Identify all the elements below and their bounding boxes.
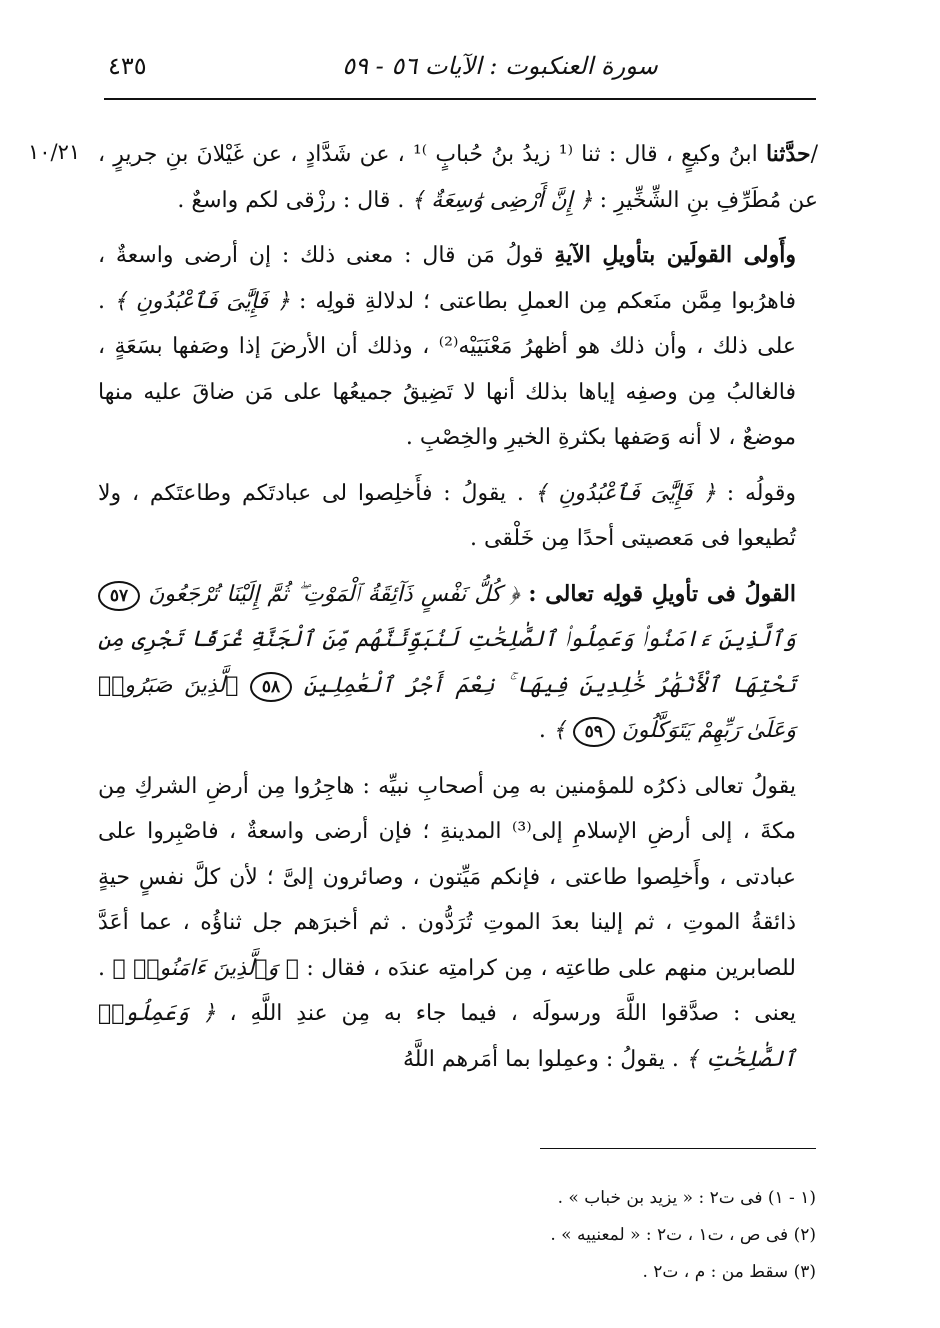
paragraph-3-tail: . يقولُ : فأَخلِصوا لى عبادتَكم وطاعتَكم ، ولا تُطيعوا فى مَعصيتى أحدًا مِن خَلْقى . xyxy=(98,480,796,551)
paragraph-4-tail: . xyxy=(538,718,553,743)
paragraph-5-text-a: يقولُ تعالى ذكرُه للمؤمنين به مِن أصحابِ نبيِّه : هاجِرُوا مِن أرضِ الشركِ مِن مكةَ ، إلى أرضِ الإسلامِ إلى⁽³⁾ المدينةِ ؛ فإن أرضى واسعةٌ ، فاصْبِروا على عبادتى ، وأَخلِصوا طاعتى ، فإنكم مَيِّتون ، وصائرون إلىَّ ؛ لأن كلَّ نفسٍ حيةٍ ذائقةُ الموتِ ، ثم إلينا بعدَ الموتِ تُرَدُّون . ثم أخبرَهم جل ثناؤُه ، عما أعَدَّ للصابرين منهم على طاعتِه ، مِن كرامتِه عندَه ، فقال : xyxy=(98,773,796,981)
paragraph-2 xyxy=(98,233,818,461)
quran-quote-end: ﴾ xyxy=(552,718,573,743)
page-marker-slash: / xyxy=(810,142,818,167)
footnote-2: (٢) فى ص ، ت١ ، ت٢ : « لمعنييه » . xyxy=(550,1225,816,1245)
paragraph-5 xyxy=(98,764,818,1083)
paragraph-5-text-b: . يعنى : صدَّقوا اللَّهَ ورسولَه ، فيما جاء به مِن عندِ اللَّهِ ، xyxy=(98,955,796,1026)
body-text xyxy=(98,132,818,1082)
page-number: ٤٣٥ xyxy=(108,52,147,80)
quran-quote: ﴿ وَٱلَّذِينَ ءَامَنُوا۟ ﴾ xyxy=(112,955,299,981)
paragraph-4 xyxy=(98,572,818,754)
quran-quote: ﴿ فَإِيَّٰىَ فَٱعْبُدُونِ ﴾ xyxy=(114,288,290,314)
paragraph-2-text: قولُ مَن قال : معنى ذلك : إن أرضى واسعةٌ ، فاهرُبوا مِمَّن منَعكم مِن العملِ بطاعتى ؛ لدلالةِ قولِه : xyxy=(98,243,796,314)
quran-quote: ﴿ كُلُّ نَفْسٍ ذَآئِقَةُ ٱلْمَوْتِ ۖ ثُمَّ إِلَيْنَا تُرْجَعُونَ xyxy=(140,581,520,607)
quran-quote: وَٱلَّذِينَ ءَامَنُوا۟ وَعَمِلُوا۟ ٱلصَّٰلِحَٰتِ لَنُبَوِّئَنَّهُم مِّنَ ٱلْجَنَّةِ غُرَفًا تَجْرِى مِن تَحْتِهَا ٱلْأَنْهَٰرُ خَٰلِدِينَ فِيهَا ۚ نِعْمَ أَجْرُ ٱلْعَٰمِلِينَ xyxy=(98,627,796,698)
quran-quote: ﴿ وَعَمِلُوا۟ ٱلصَّٰلِحَٰتِ ﴾ xyxy=(98,1001,796,1072)
paragraph-2-tail: . على ذلك ، وأن ذلك هو أظهرُ مَعْنَيَيْه⁽²⁾ ، وذلك أن الأرضَ إذا وصَفها بسَعَةٍ ، فالغالبُ مِن وصفِه إياها بذلك أنها لا تَضِيقُ جميعُها على مَن ضاقَ عليه منها موضعٌ ، لا أنه وَصَفها بكثرةِ الخيرِ والخِصْبِ . xyxy=(98,288,796,450)
paragraph-1-tail: . قال : رزْقى لكم واسعٌ . xyxy=(177,187,412,213)
quran-quote: ﴿ إِنَّ أَرْضِى وَٰسِعَةٌ ﴾ xyxy=(411,187,593,213)
paragraph-1 xyxy=(98,132,818,223)
paragraph-2-lead: وأَولى القولَين بتأويلِ الآيةِ xyxy=(554,242,796,268)
footnote-1: (١ - ١) فى ت٢ : « يزيد بن خباب » . xyxy=(557,1188,816,1208)
paragraph-1-text: ابنُ وكيعٍ ، قال : ثنا ⁽¹ زيدُ بنُ حُبابٍ ⁾¹ ، عن شَدَّادٍ ، عن غَيْلانَ بنِ جريرٍ ، عن مُطَرِّفِ بنِ الشِّخِّيرِ : xyxy=(98,142,818,213)
ayah-number-57: ٥٧ xyxy=(98,581,140,611)
footnote-3: (٣) سقط من : م ، ت٢ . xyxy=(642,1262,816,1282)
footnotes xyxy=(300,1180,816,1291)
running-head: سورة العنكبوت : الآيات ٥٦ - ٥٩ xyxy=(342,52,658,80)
quran-quote: ﴿ فَإِيَّٰىَ فَٱعْبُدُونِ ﴾ xyxy=(534,480,716,506)
paragraph-5-text-c: . يقولُ : وعمِلوا بما أمَرهم اللَّهُ xyxy=(402,1046,686,1072)
header-rule xyxy=(104,98,816,100)
paragraph-3-lead: وقولُه : xyxy=(716,480,796,506)
paragraph-1-lead: حدَّثنا xyxy=(765,141,811,167)
ayah-number-59: ٥٩ xyxy=(573,717,615,747)
paragraph-3 xyxy=(98,471,818,562)
footnote-rule xyxy=(540,1148,816,1149)
margin-reference: ١٠/٢١ xyxy=(28,140,81,164)
quran-quote: ٱلَّذِينَ صَبَرُوا۟ وَعَلَىٰ رَبِّهِمْ يَتَوَكَّلُونَ xyxy=(98,672,796,743)
paragraph-4-lead: القولُ فى تأويلِ قولِه تعالى : xyxy=(519,580,796,607)
ayah-number-58: ٥٨ xyxy=(250,672,292,702)
